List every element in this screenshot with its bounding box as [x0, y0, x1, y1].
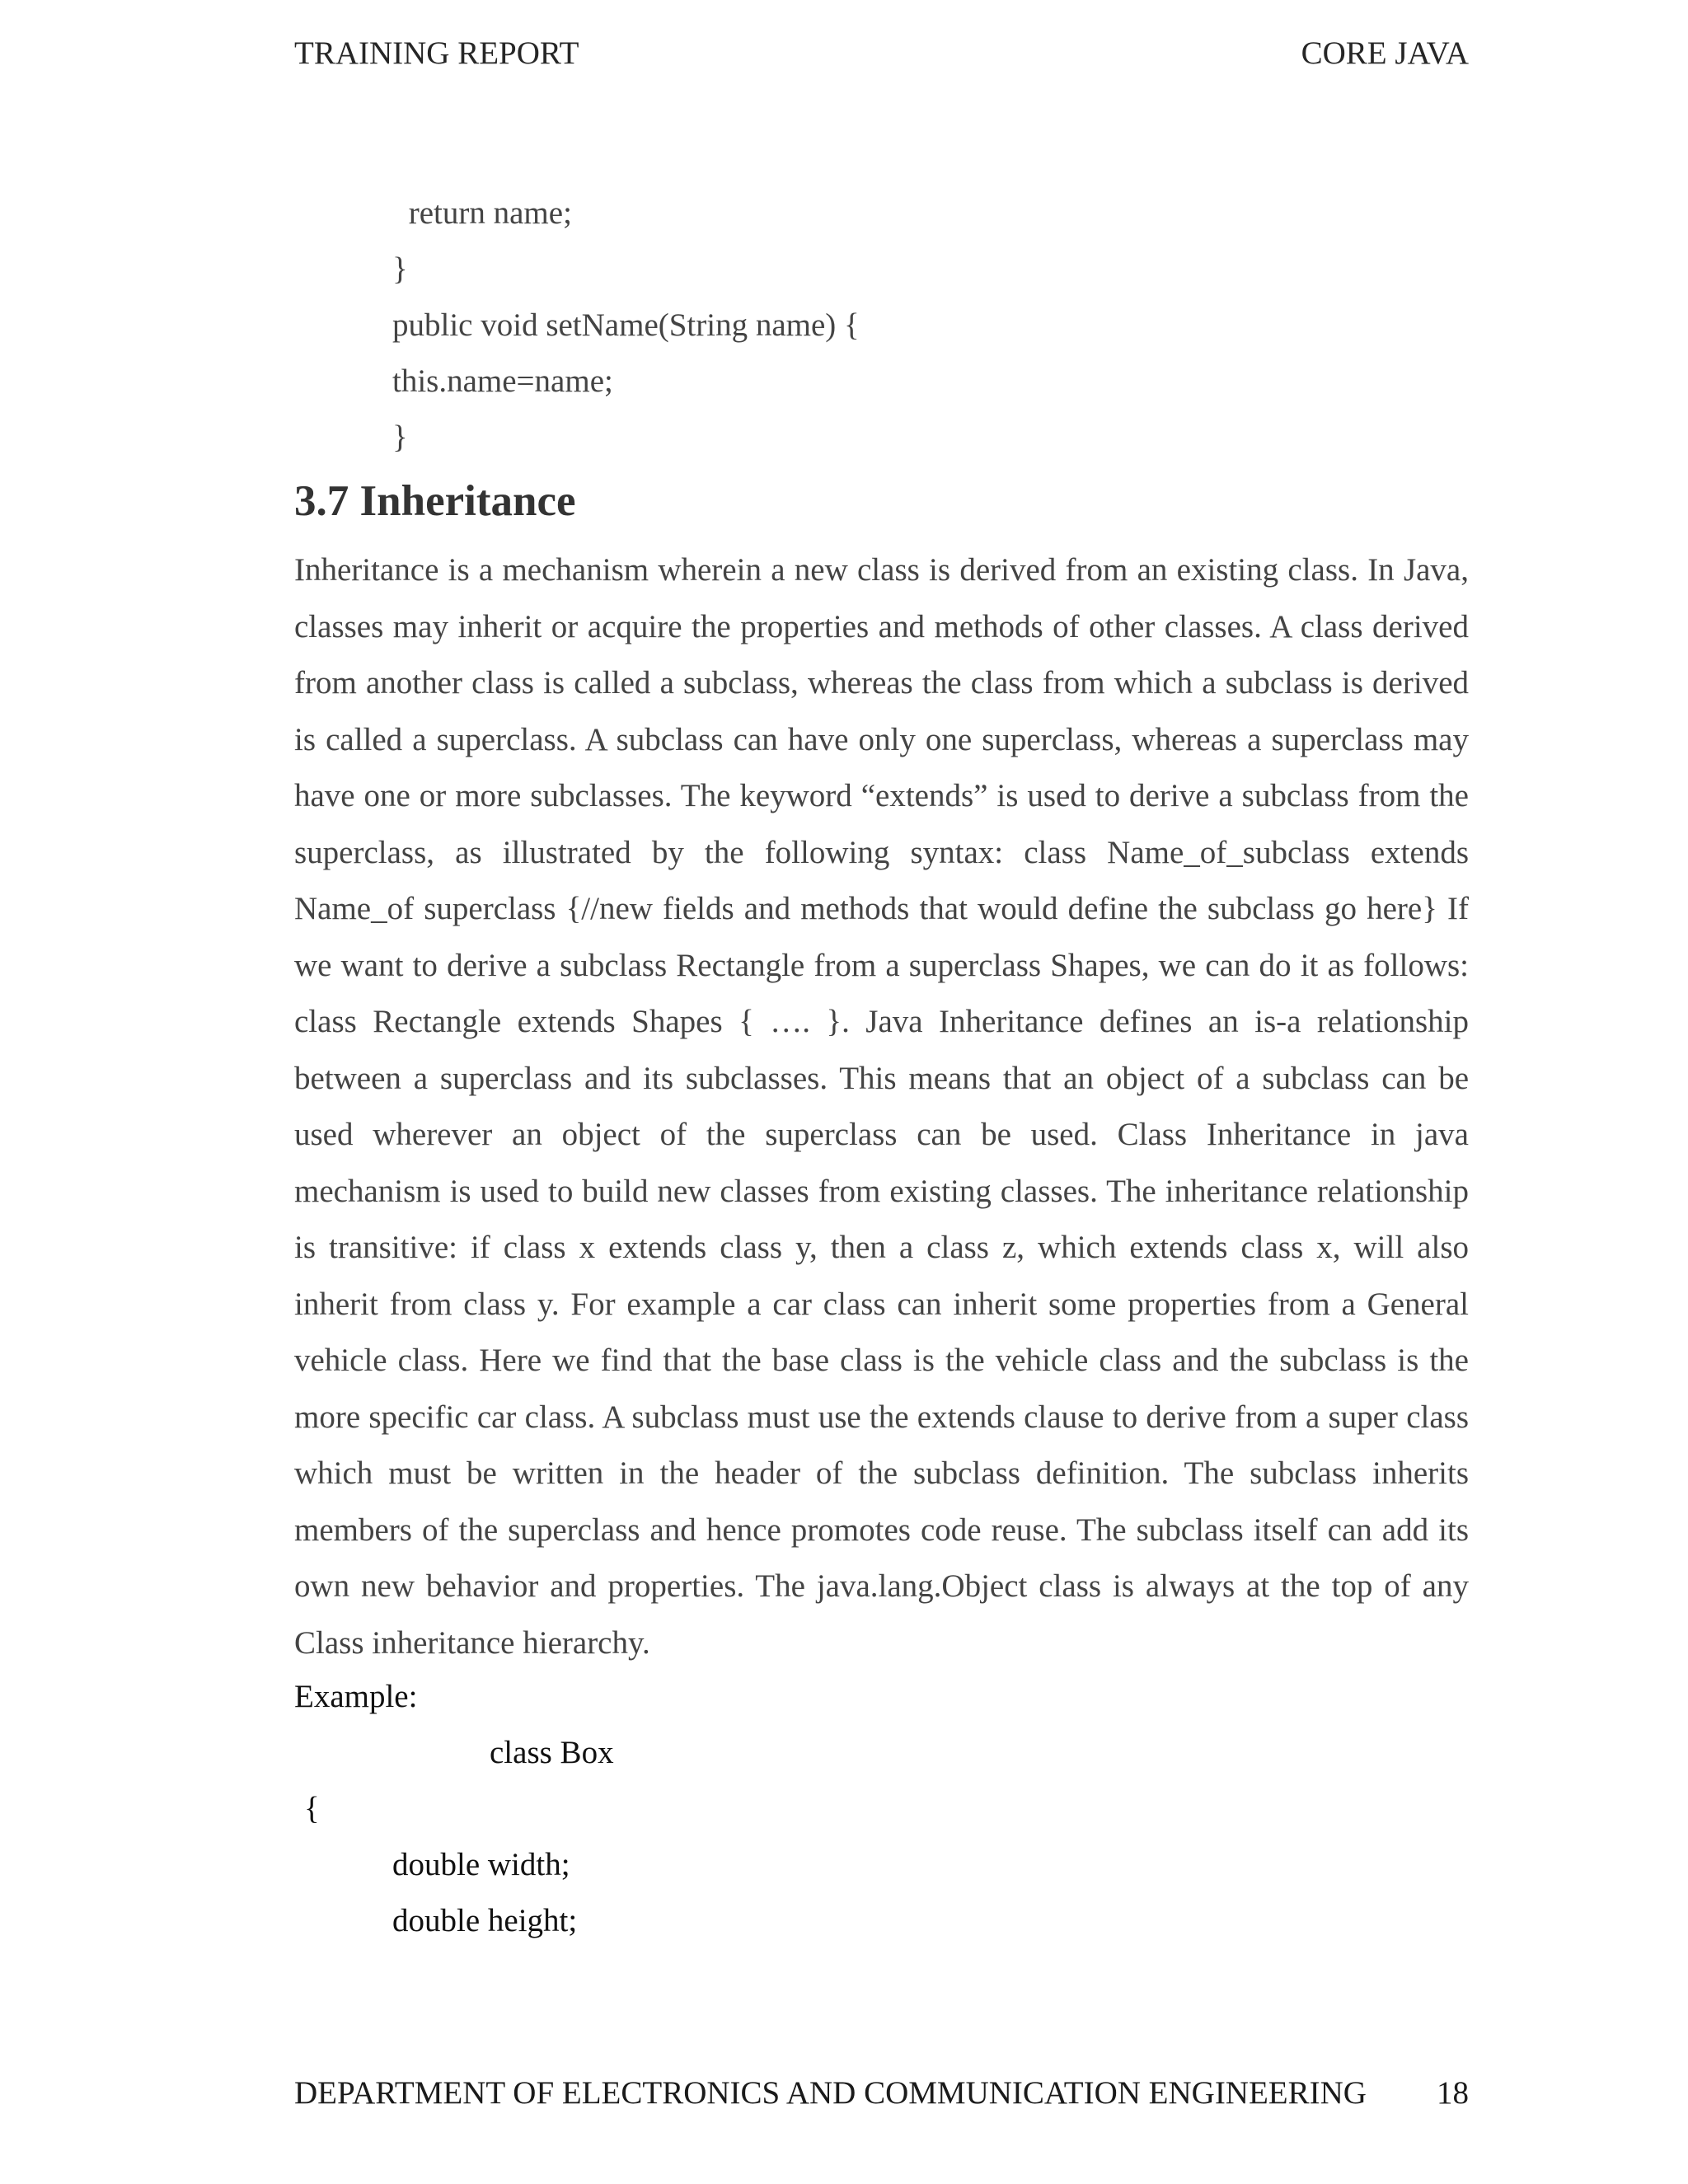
example-label: Example:: [294, 1679, 418, 1714]
example-field-line: double height;: [392, 1903, 578, 1938]
header-report-title: TRAINING REPORT: [294, 35, 579, 71]
example-block: [294, 1669, 614, 1949]
page-header: [294, 35, 1469, 72]
code-line: public void setName(String name) {: [392, 307, 860, 343]
code-line: return name;: [401, 195, 572, 231]
page-number: 18: [1437, 2075, 1469, 2111]
example-field-line: double width;: [392, 1847, 570, 1882]
inheritance-paragraph: Inheritance is a mechanism wherein a new class is derived from an existing class. In Java, classes may inherit or acquire the properties and methods of other classes. A class derived from another class is called a subclass, whereas the class from which a subclass is derived is called a superclass. A subclass can have only one superclass, whereas a superclass may have one or more subclasses. The keyword “extends” is used to derive a subclass from the superclass, as illustrated by the following syntax: class Name_of_subclass extends Name_of superclass {//new fields and methods that would define the subclass go here} If we want to derive a subclass Rectangle from a superclass Shapes, we can do it as follows: class Rectangle extends Shapes { …. }. Java Inheritance defines an is-a relationship between a superclass and its subclasses. This means that an object of a subclass can be used wherever an object of the superclass can be used. Class Inheritance in java mechanism is used to build new classes from existing classes. The inheritance relationship is transitive: if class x extends class y, then a class z, which extends class x, will also inherit from class y. For example a car class can inherit some properties from a General vehicle class. Here we find that the base class is the vehicle class and the subclass is the more specific car class. A subclass must use the extends clause to derive from a super class which must be written in the header of the subclass definition. The subclass inherits members of the superclass and hence promotes code reuse. The subclass itself can add its own new behavior and properties. The java.lang.Object class is always at the top of any Class inheritance hierarchy.: [294, 552, 1469, 1661]
example-open-brace: {: [304, 1791, 320, 1826]
code-line: }: [392, 419, 408, 455]
section-heading: 3.7 Inheritance: [294, 477, 576, 525]
header-subject: CORE JAVA: [1301, 35, 1469, 71]
code-line: }: [392, 251, 408, 287]
code-snippet-top: [392, 185, 860, 466]
page-footer: [294, 2074, 1469, 2111]
code-line: this.name=name;: [392, 363, 613, 399]
footer-department: DEPARTMENT OF ELECTRONICS AND COMMUNICATION ENGINEERING: [294, 2075, 1367, 2111]
example-class-line: class Box: [490, 1735, 614, 1770]
